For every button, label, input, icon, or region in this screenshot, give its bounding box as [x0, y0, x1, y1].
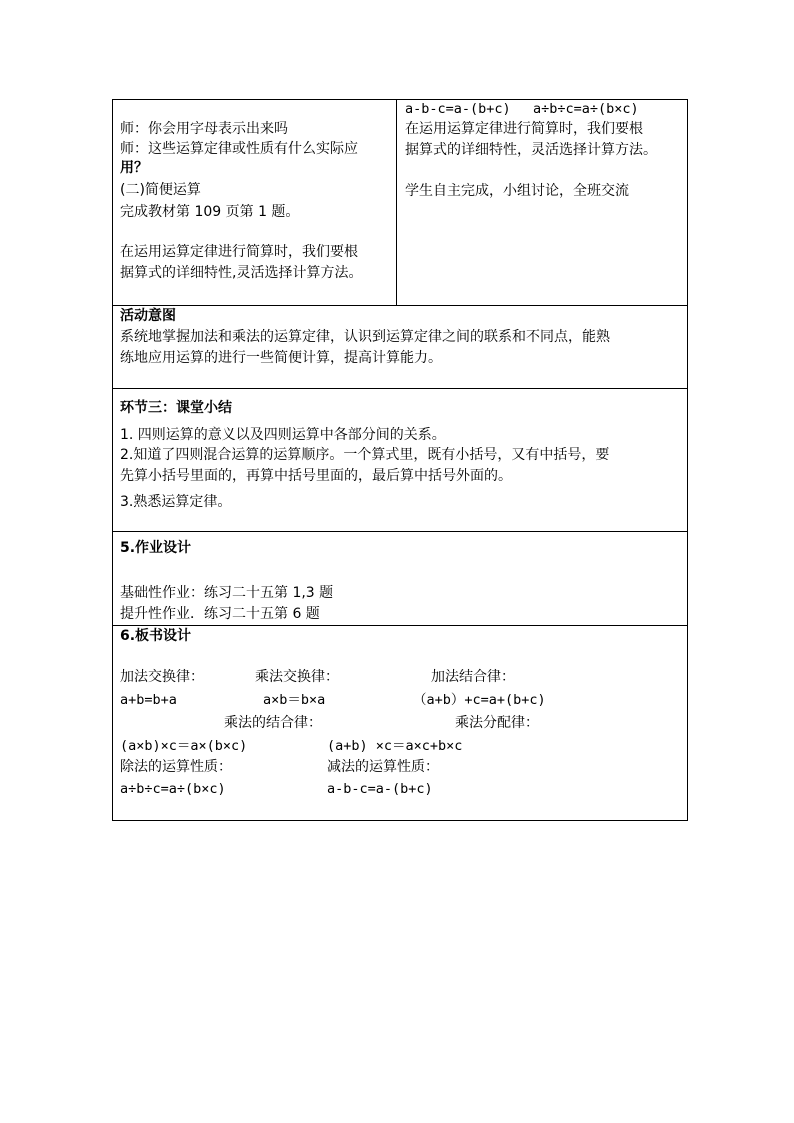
cell-text: (二)简便运算: [120, 182, 201, 198]
cell-text: 据算式的详细特性，灵活选择计算方法。: [405, 142, 657, 158]
law-label: 乘法的结合律：: [224, 715, 322, 731]
cell-text: 练地应用运算的进行一些简便计算，提高计算能力。: [120, 350, 442, 366]
cell-text: 用？: [120, 160, 148, 176]
formula-text: a-b-c=a-(b+c): [405, 101, 511, 117]
list-item: 3.熟悉运算定律。: [120, 494, 232, 510]
cell-text: 在运用运算定律进行简算时，我们要根: [405, 121, 643, 137]
law-label: 加法交换律：: [120, 669, 204, 685]
law-formula: a÷b÷c=a÷(b×c): [120, 781, 226, 797]
law-formula: (a×b)×c＝a×(b×c): [120, 738, 248, 754]
row-divider: [113, 388, 687, 389]
law-label: 乘法交换律：: [255, 669, 339, 685]
law-formula: （a+b）+c=a+(b+c): [413, 692, 546, 708]
law-formula: a+b=b+a: [120, 692, 177, 708]
cell-text: 系统地掌握加法和乘法的运算定律，认识到运算定律之间的联系和不同点，能熟: [120, 329, 610, 345]
cell-text: 师：这些运算定律或性质有什么实际应: [120, 141, 358, 157]
cell-text: 学生自主完成，小组讨论，全班交流: [405, 183, 629, 199]
law-formula: a×b＝b×a: [263, 692, 326, 708]
cell-text: 据算式的详细特性,灵活选择计算方法。: [120, 265, 363, 281]
law-formula: a-b-c=a-(b+c): [327, 781, 433, 797]
law-formula: (a+b) ×c＝a×c+b×c: [327, 738, 463, 754]
list-item: 先算小括号里面的，再算中括号里面的，最后算中括号外面的。: [120, 468, 512, 484]
section-heading: 环节三：课堂小结: [120, 400, 232, 416]
list-item: 2.知道了四则混合运算的运算顺序。一个算式里，既有小括号，又有中括号，要: [120, 447, 610, 463]
law-label: 除法的运算性质：: [120, 759, 232, 775]
cell-text: 提升性作业．练习二十五第 6 题: [120, 606, 320, 622]
law-label: 乘法分配律：: [455, 715, 539, 731]
row-divider: [113, 531, 687, 532]
cell-text: 基础性作业：练习二十五第 1,3 题: [120, 585, 334, 601]
formula-text: a÷b÷c=a÷(b×c): [533, 101, 639, 117]
cell-text: 师：你会用字母表示出来吗: [120, 121, 288, 137]
lesson-plan-table: [112, 99, 688, 821]
row-divider: [113, 625, 687, 626]
cell-text: 完成教材第 109 页第 1 题。: [120, 204, 300, 220]
cell-text: 在运用运算定律进行简算时，我们要根: [120, 244, 358, 260]
list-item: 1. 四则运算的意义以及四则运算中各部分间的关系。: [120, 427, 446, 443]
row-divider: [113, 305, 687, 306]
law-label: 加法结合律：: [431, 669, 515, 685]
law-label: 减法的运算性质：: [327, 759, 439, 775]
section-heading: 活动意图: [120, 308, 176, 324]
section-heading: 5.作业设计: [120, 540, 192, 556]
section-heading: 6.板书设计: [120, 628, 192, 644]
column-divider: [396, 100, 397, 306]
